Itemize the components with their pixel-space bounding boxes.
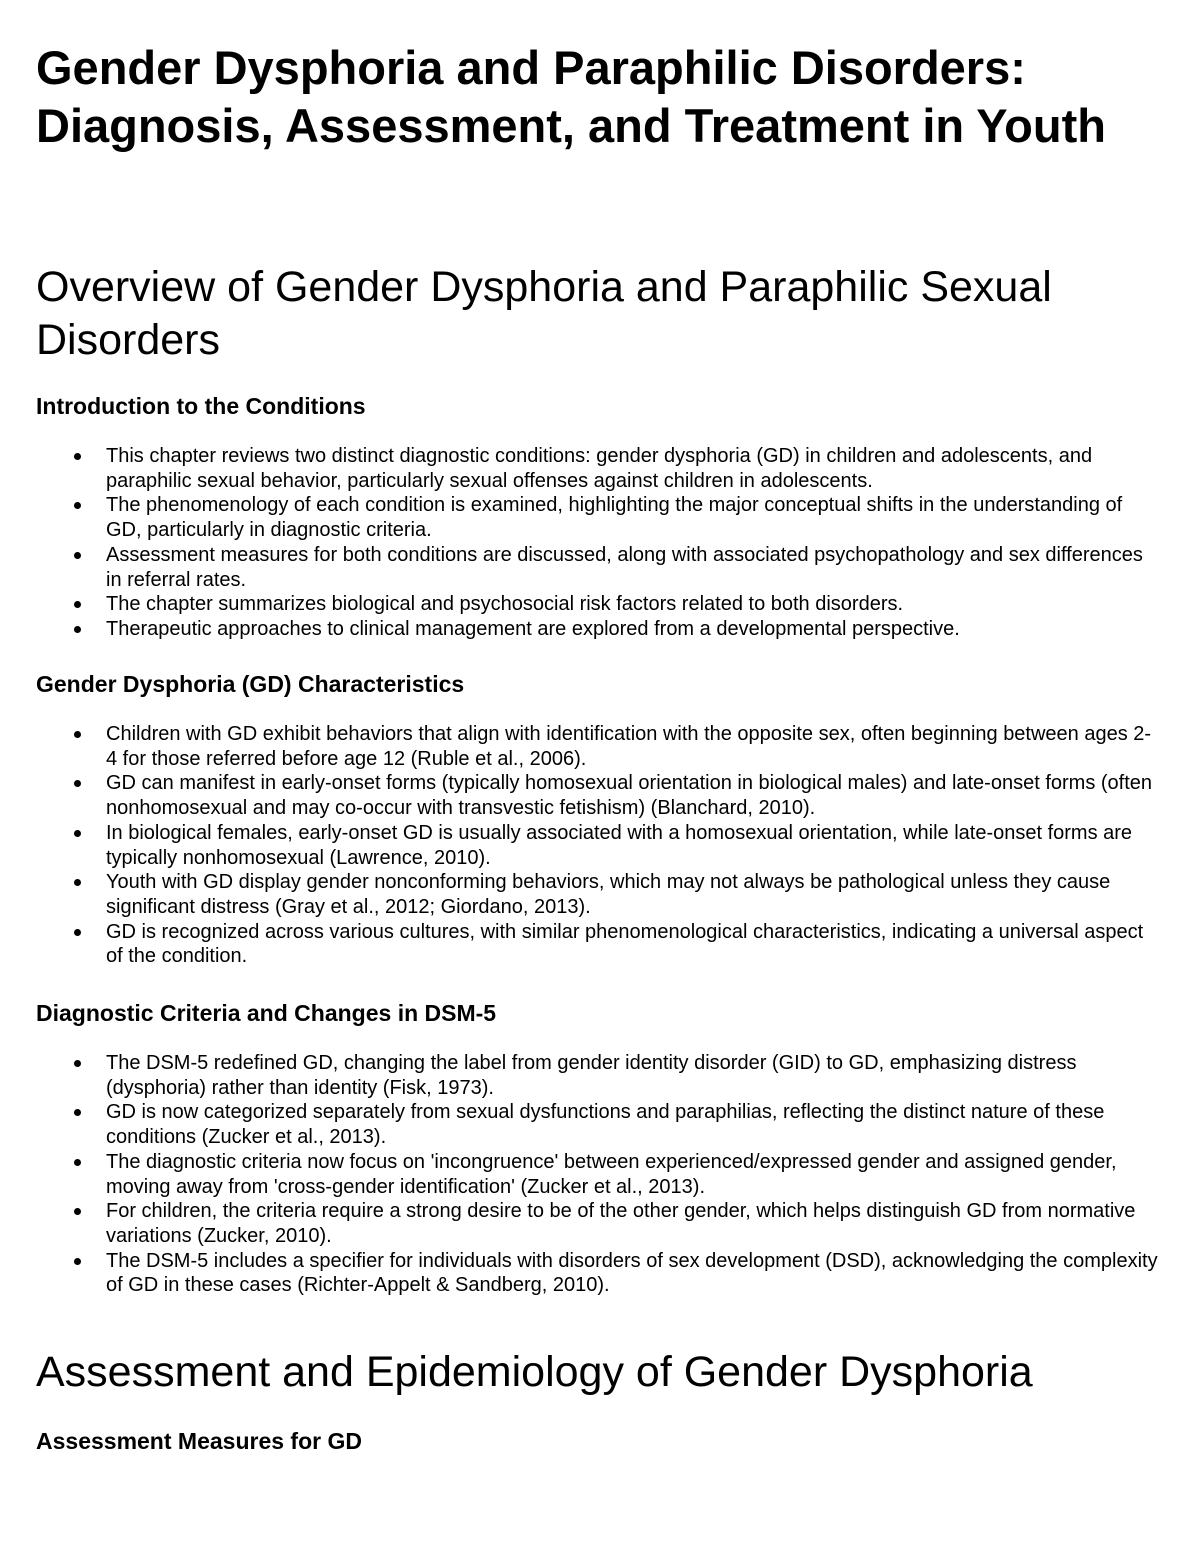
list-item: GD is now categorized separately from sexual dysfunctions and paraphilias, reflecting the distinct nature of these conditions (Zucker et al., 2013). xyxy=(36,1100,1161,1149)
list-item: The diagnostic criteria now focus on 'incongruence' between experienced/expressed gender and assigned gender, moving away from 'cross-gender identification' (Zucker et al., 2013). xyxy=(36,1150,1161,1199)
list-item: The phenomenology of each condition is examined, highlighting the major conceptual shifts in the understanding of GD, particularly in diagnostic criteria. xyxy=(36,493,1161,542)
document-title: Gender Dysphoria and Paraphilic Disorders: Diagnosis, Assessment, and Treatment in Youth xyxy=(36,41,1106,152)
list-item: Assessment measures for both conditions are discussed, along with associated psychopathology and sex differences in referral rates. xyxy=(36,543,1161,592)
list-item: GD can manifest in early-onset forms (typically homosexual orientation in biological males) and late-onset forms (often nonhomosexual and may co-occur with transvestic fetishism) (Blanchard, 2010). xyxy=(36,771,1161,820)
list-item: The DSM-5 includes a specifier for individuals with disorders of sex development (DSD), acknowledging the complexity of GD in these cases (Richter-Appelt & Sandberg, 2010). xyxy=(36,1249,1161,1298)
list-item: The DSM-5 redefined GD, changing the label from gender identity disorder (GID) to GD, emphasizing distress (dysphoria) rather than identity (Fisk, 1973). xyxy=(36,1051,1161,1100)
list-item: Children with GD exhibit behaviors that align with identification with the opposite sex, often beginning between ages 2-4 for those referred before age 12 (Ruble et al., 2006). xyxy=(36,722,1161,771)
section-heading-assessment: Assessment and Epidemiology of Gender Dysphoria xyxy=(36,1348,1033,1396)
subheading-gd-characteristics: Gender Dysphoria (GD) Characteristics xyxy=(36,671,465,697)
list-item: This chapter reviews two distinct diagnostic conditions: gender dysphoria (GD) in children and adolescents, and paraphilic sexual behavior, particularly sexual offenses against children in adolescents. xyxy=(36,444,1161,493)
list-item: Therapeutic approaches to clinical management are explored from a developmental perspective. xyxy=(36,617,1161,642)
bullet-list-diagnostic-criteria xyxy=(36,1051,1161,1298)
subheading-introduction: Introduction to the Conditions xyxy=(36,393,366,419)
bullet-list-introduction xyxy=(36,444,1161,642)
bullet-list-gd-characteristics xyxy=(36,722,1161,969)
list-item: GD is recognized across various cultures, with similar phenomenological characteristics, indicating a universal aspect of the condition. xyxy=(36,920,1161,969)
list-item: In biological females, early-onset GD is usually associated with a homosexual orientation, while late-onset forms are typically nonhomosexual (Lawrence, 2010). xyxy=(36,821,1161,870)
list-item: Youth with GD display gender nonconforming behaviors, which may not always be pathological unless they cause significant distress (Gray et al., 2012; Giordano, 2013). xyxy=(36,870,1161,919)
list-item: For children, the criteria require a strong desire to be of the other gender, which helps distinguish GD from normative variations (Zucker, 2010). xyxy=(36,1199,1161,1248)
section-heading-overview: Overview of Gender Dysphoria and Paraphilic Sexual Disorders xyxy=(36,263,1052,364)
list-item: The chapter summarizes biological and psychosocial risk factors related to both disorders. xyxy=(36,592,1161,617)
subheading-assessment-measures: Assessment Measures for GD xyxy=(36,1428,362,1454)
subheading-diagnostic-criteria: Diagnostic Criteria and Changes in DSM-5 xyxy=(36,1000,497,1026)
